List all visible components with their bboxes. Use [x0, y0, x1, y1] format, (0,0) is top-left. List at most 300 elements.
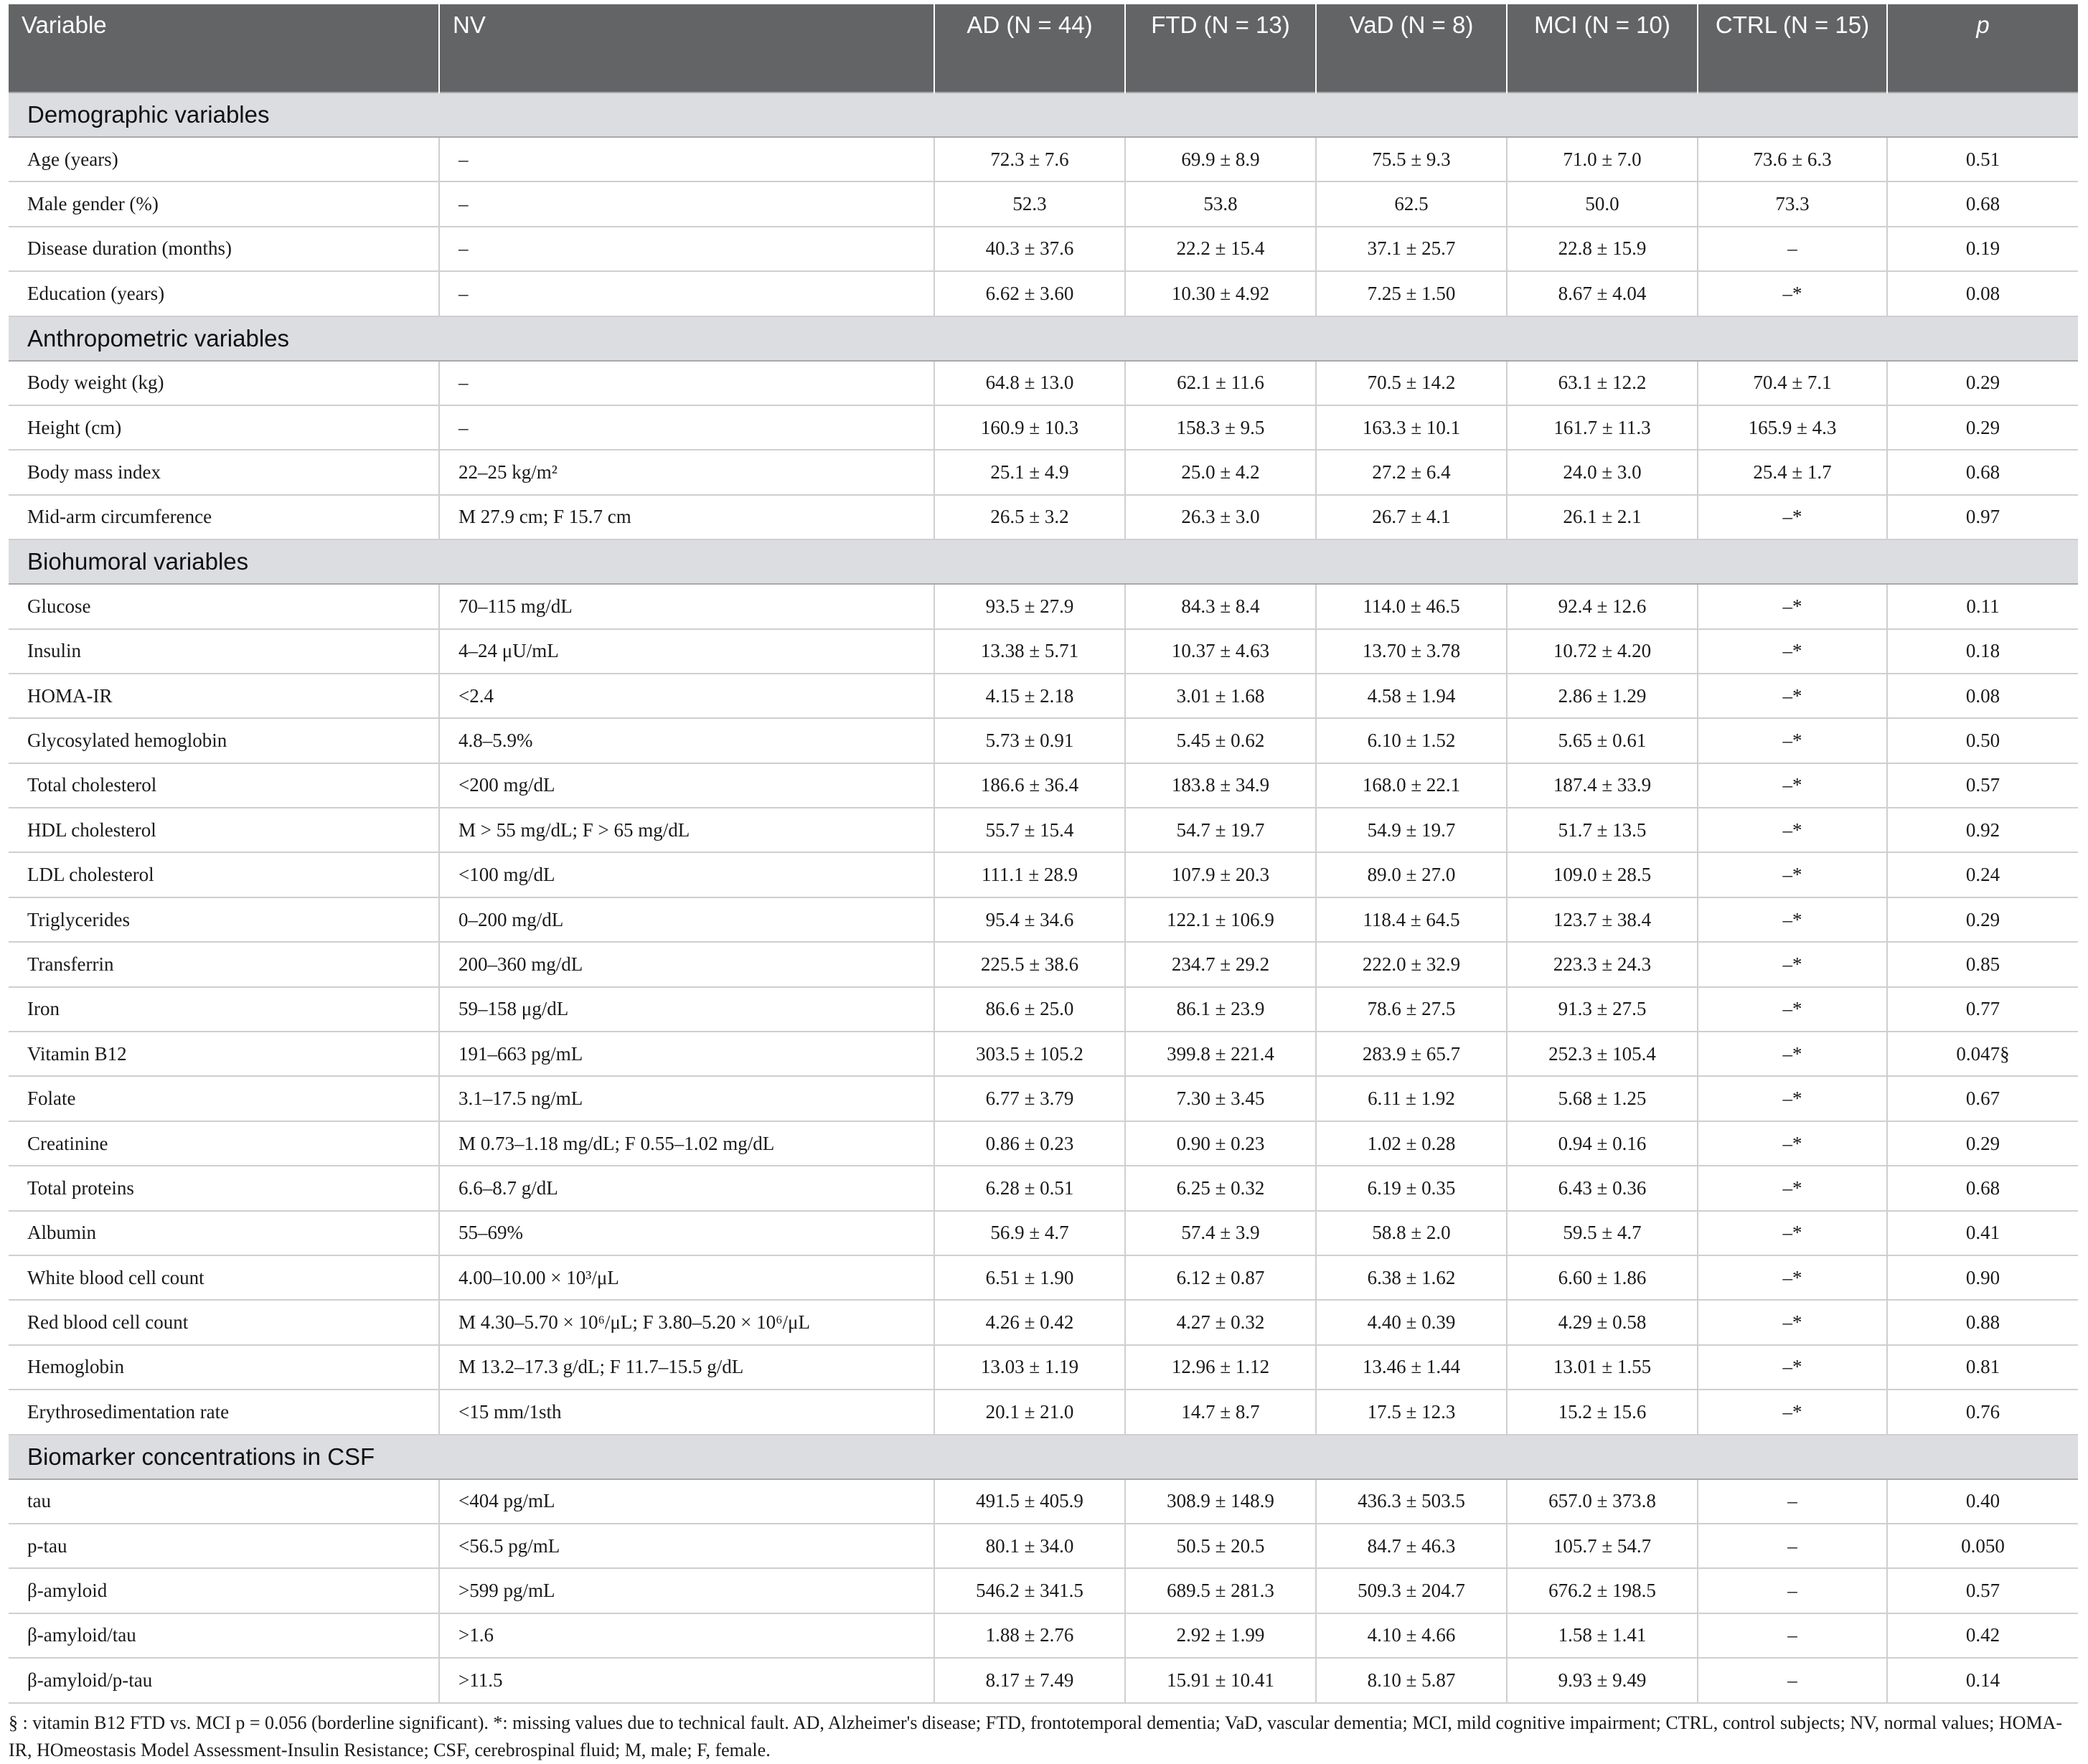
cell-nv: 22–25 kg/m²	[439, 450, 934, 494]
cell-vad: 89.0 ± 27.0	[1316, 852, 1507, 897]
cell-variable: β-amyloid/p-tau	[9, 1658, 439, 1702]
cell-mci: 123.7 ± 38.4	[1507, 897, 1698, 942]
cell-ftd: 14.7 ± 8.7	[1125, 1390, 1316, 1434]
cell-ad: 4.26 ± 0.42	[934, 1300, 1125, 1344]
cell-vad: 13.70 ± 3.78	[1316, 629, 1507, 674]
cell-nv: –	[439, 227, 934, 271]
cell-ad: 225.5 ± 38.6	[934, 942, 1125, 986]
cell-vad: 8.10 ± 5.87	[1316, 1658, 1507, 1702]
cell-nv: M > 55 mg/dL; F > 65 mg/dL	[439, 808, 934, 852]
cell-ctrl: 73.3	[1698, 181, 1887, 226]
cell-nv: 4–24 μU/mL	[439, 629, 934, 674]
cell-variable: Glycosylated hemoglobin	[9, 718, 439, 763]
cell-ctrl: –*	[1698, 852, 1887, 897]
cell-ftd: 308.9 ± 148.9	[1125, 1479, 1316, 1524]
table-row	[9, 227, 2078, 271]
cell-nv: 55–69%	[439, 1211, 934, 1255]
cell-ctrl: –	[1698, 1568, 1887, 1613]
cell-variable: Hemoglobin	[9, 1345, 439, 1390]
cell-vad: 222.0 ± 32.9	[1316, 942, 1507, 986]
cell-mci: 5.68 ± 1.25	[1507, 1076, 1698, 1121]
cell-nv: <200 mg/dL	[439, 763, 934, 808]
table-row	[9, 181, 2078, 226]
section-title: Demographic variables	[9, 93, 2078, 137]
cell-variable: Male gender (%)	[9, 181, 439, 226]
cell-p: 0.77	[1887, 987, 2078, 1032]
cell-nv: >1.6	[439, 1613, 934, 1658]
cell-ctrl: 25.4 ± 1.7	[1698, 450, 1887, 494]
table-row	[9, 1390, 2078, 1434]
cell-nv: 0–200 mg/dL	[439, 897, 934, 942]
cell-p: 0.41	[1887, 1211, 2078, 1255]
table-row	[9, 450, 2078, 494]
table-row	[9, 1658, 2078, 1702]
cell-ad: 186.6 ± 36.4	[934, 763, 1125, 808]
cell-p: 0.68	[1887, 1166, 2078, 1210]
cell-vad: 70.5 ± 14.2	[1316, 361, 1507, 405]
cell-p: 0.29	[1887, 1121, 2078, 1166]
table-row	[9, 897, 2078, 942]
cell-p: 0.14	[1887, 1658, 2078, 1702]
cell-ftd: 86.1 ± 23.9	[1125, 987, 1316, 1032]
cell-p: 0.29	[1887, 405, 2078, 450]
cell-p: 0.88	[1887, 1300, 2078, 1344]
cell-variable: Total proteins	[9, 1166, 439, 1210]
table-row	[9, 987, 2078, 1032]
cell-variable: Height (cm)	[9, 405, 439, 450]
cell-ad: 56.9 ± 4.7	[934, 1211, 1125, 1255]
cell-ctrl: –*	[1698, 1390, 1887, 1434]
cell-vad: 26.7 ± 4.1	[1316, 495, 1507, 539]
cell-vad: 58.8 ± 2.0	[1316, 1211, 1507, 1255]
cell-vad: 54.9 ± 19.7	[1316, 808, 1507, 852]
cell-ctrl: –	[1698, 227, 1887, 271]
cell-vad: 7.25 ± 1.50	[1316, 271, 1507, 316]
cell-mci: 0.94 ± 0.16	[1507, 1121, 1698, 1166]
cell-variable: HDL cholesterol	[9, 808, 439, 852]
header-vad: VaD (N = 8)	[1316, 4, 1507, 93]
table-row	[9, 584, 2078, 628]
cell-ad: 6.28 ± 0.51	[934, 1166, 1125, 1210]
cell-ctrl: –*	[1698, 1166, 1887, 1210]
table-row	[9, 1613, 2078, 1658]
table-body	[9, 93, 2078, 1703]
cell-ftd: 26.3 ± 3.0	[1125, 495, 1316, 539]
cell-p: 0.047§	[1887, 1032, 2078, 1076]
cell-mci: 676.2 ± 198.5	[1507, 1568, 1698, 1613]
cell-variable: β-amyloid/tau	[9, 1613, 439, 1658]
cell-variable: Folate	[9, 1076, 439, 1121]
cell-variable: Total cholesterol	[9, 763, 439, 808]
cell-mci: 50.0	[1507, 181, 1698, 226]
cell-p: 0.81	[1887, 1345, 2078, 1390]
cell-vad: 78.6 ± 27.5	[1316, 987, 1507, 1032]
cell-ad: 80.1 ± 34.0	[934, 1524, 1125, 1568]
cell-ftd: 12.96 ± 1.12	[1125, 1345, 1316, 1390]
section-header-row	[9, 93, 2078, 137]
table-row	[9, 674, 2078, 718]
cell-nv: 59–158 μg/dL	[439, 987, 934, 1032]
cell-ftd: 0.90 ± 0.23	[1125, 1121, 1316, 1166]
cell-variable: Disease duration (months)	[9, 227, 439, 271]
cell-ad: 546.2 ± 341.5	[934, 1568, 1125, 1613]
cell-ctrl: 73.6 ± 6.3	[1698, 137, 1887, 181]
cell-vad: 75.5 ± 9.3	[1316, 137, 1507, 181]
cell-mci: 13.01 ± 1.55	[1507, 1345, 1698, 1390]
header-ctrl: CTRL (N = 15)	[1698, 4, 1887, 93]
cell-nv: M 0.73–1.18 mg/dL; F 0.55–1.02 mg/dL	[439, 1121, 934, 1166]
cell-p: 0.68	[1887, 450, 2078, 494]
cell-nv: 4.00–10.00 × 10³/μL	[439, 1255, 934, 1300]
cell-variable: LDL cholesterol	[9, 852, 439, 897]
cell-mci: 105.7 ± 54.7	[1507, 1524, 1698, 1568]
cell-ctrl: –*	[1698, 1255, 1887, 1300]
table-row	[9, 495, 2078, 539]
cell-ad: 64.8 ± 13.0	[934, 361, 1125, 405]
cell-mci: 91.3 ± 27.5	[1507, 987, 1698, 1032]
cell-variable: Erythrosedimentation rate	[9, 1390, 439, 1434]
cell-ftd: 57.4 ± 3.9	[1125, 1211, 1316, 1255]
cell-mci: 22.8 ± 15.9	[1507, 227, 1698, 271]
cell-p: 0.24	[1887, 852, 2078, 897]
cell-ctrl: –*	[1698, 1121, 1887, 1166]
cell-ctrl: –*	[1698, 718, 1887, 763]
cell-vad: 6.38 ± 1.62	[1316, 1255, 1507, 1300]
cell-ad: 6.77 ± 3.79	[934, 1076, 1125, 1121]
cell-ftd: 6.12 ± 0.87	[1125, 1255, 1316, 1300]
table-row	[9, 763, 2078, 808]
table-row	[9, 137, 2078, 181]
cell-nv: M 13.2–17.3 g/dL; F 11.7–15.5 g/dL	[439, 1345, 934, 1390]
cell-ad: 6.62 ± 3.60	[934, 271, 1125, 316]
cell-ctrl: –*	[1698, 584, 1887, 628]
cell-ctrl: –	[1698, 1613, 1887, 1658]
cell-mci: 4.29 ± 0.58	[1507, 1300, 1698, 1344]
cell-ad: 303.5 ± 105.2	[934, 1032, 1125, 1076]
cell-ftd: 158.3 ± 9.5	[1125, 405, 1316, 450]
cell-vad: 62.5	[1316, 181, 1507, 226]
cell-ad: 13.03 ± 1.19	[934, 1345, 1125, 1390]
cell-nv: 4.8–5.9%	[439, 718, 934, 763]
section-header-row	[9, 1435, 2078, 1479]
cell-ad: 72.3 ± 7.6	[934, 137, 1125, 181]
cell-mci: 63.1 ± 12.2	[1507, 361, 1698, 405]
cell-mci: 657.0 ± 373.8	[1507, 1479, 1698, 1524]
cell-nv: <15 mm/1sth	[439, 1390, 934, 1434]
cell-nv: <2.4	[439, 674, 934, 718]
cell-ctrl: –*	[1698, 1032, 1887, 1076]
cell-ftd: 107.9 ± 20.3	[1125, 852, 1316, 897]
cell-mci: 6.43 ± 0.36	[1507, 1166, 1698, 1210]
cell-nv: M 27.9 cm; F 15.7 cm	[439, 495, 934, 539]
cell-nv: M 4.30–5.70 × 10⁶/μL; F 3.80–5.20 × 10⁶/μL	[439, 1300, 934, 1344]
cell-nv: >599 pg/mL	[439, 1568, 934, 1613]
cell-mci: 1.58 ± 1.41	[1507, 1613, 1698, 1658]
cell-nv: 70–115 mg/dL	[439, 584, 934, 628]
table-row	[9, 808, 2078, 852]
cell-p: 0.57	[1887, 1568, 2078, 1613]
cell-p: 0.76	[1887, 1390, 2078, 1434]
cell-p: 0.85	[1887, 942, 2078, 986]
table-row	[9, 1076, 2078, 1121]
cell-nv: –	[439, 271, 934, 316]
cell-variable: White blood cell count	[9, 1255, 439, 1300]
cell-ftd: 53.8	[1125, 181, 1316, 226]
cell-mci: 51.7 ± 13.5	[1507, 808, 1698, 852]
cell-nv: 191–663 pg/mL	[439, 1032, 934, 1076]
table-row	[9, 942, 2078, 986]
cell-ctrl: –*	[1698, 1345, 1887, 1390]
cell-ctrl: –	[1698, 1479, 1887, 1524]
cell-ctrl: –*	[1698, 808, 1887, 852]
section-title: Biohumoral variables	[9, 539, 2078, 584]
cell-ftd: 122.1 ± 106.9	[1125, 897, 1316, 942]
section-header-row	[9, 539, 2078, 584]
cell-vad: 118.4 ± 64.5	[1316, 897, 1507, 942]
cell-mci: 26.1 ± 2.1	[1507, 495, 1698, 539]
cell-ftd: 399.8 ± 221.4	[1125, 1032, 1316, 1076]
cell-ad: 1.88 ± 2.76	[934, 1613, 1125, 1658]
cell-ctrl: –*	[1698, 1300, 1887, 1344]
cell-ctrl: 165.9 ± 4.3	[1698, 405, 1887, 450]
cell-ftd: 62.1 ± 11.6	[1125, 361, 1316, 405]
table-row	[9, 1300, 2078, 1344]
cell-ftd: 5.45 ± 0.62	[1125, 718, 1316, 763]
cell-mci: 9.93 ± 9.49	[1507, 1658, 1698, 1702]
cell-mci: 8.67 ± 4.04	[1507, 271, 1698, 316]
cell-nv: 200–360 mg/dL	[439, 942, 934, 986]
cell-vad: 13.46 ± 1.44	[1316, 1345, 1507, 1390]
cell-ctrl: –*	[1698, 271, 1887, 316]
cell-ad: 25.1 ± 4.9	[934, 450, 1125, 494]
cell-p: 0.29	[1887, 361, 2078, 405]
cell-variable: Mid-arm circumference	[9, 495, 439, 539]
table-row	[9, 1255, 2078, 1300]
cell-nv: <100 mg/dL	[439, 852, 934, 897]
table-row	[9, 718, 2078, 763]
cell-variable: Iron	[9, 987, 439, 1032]
cell-ftd: 54.7 ± 19.7	[1125, 808, 1316, 852]
cell-ad: 160.9 ± 10.3	[934, 405, 1125, 450]
cell-vad: 168.0 ± 22.1	[1316, 763, 1507, 808]
cell-ad: 86.6 ± 25.0	[934, 987, 1125, 1032]
header-variable: Variable	[9, 4, 439, 93]
cell-ftd: 10.37 ± 4.63	[1125, 629, 1316, 674]
cell-vad: 27.2 ± 6.4	[1316, 450, 1507, 494]
cell-variable: p-tau	[9, 1524, 439, 1568]
cell-ftd: 3.01 ± 1.68	[1125, 674, 1316, 718]
cell-vad: 37.1 ± 25.7	[1316, 227, 1507, 271]
header-ad: AD (N = 44)	[934, 4, 1125, 93]
section-title: Biomarker concentrations in CSF	[9, 1435, 2078, 1479]
cell-ad: 95.4 ± 34.6	[934, 897, 1125, 942]
cell-variable: HOMA-IR	[9, 674, 439, 718]
cell-nv: –	[439, 181, 934, 226]
cell-ftd: 689.5 ± 281.3	[1125, 1568, 1316, 1613]
cell-mci: 252.3 ± 105.4	[1507, 1032, 1698, 1076]
table-header	[9, 4, 2078, 93]
cell-p: 0.50	[1887, 718, 2078, 763]
cell-nv: <404 pg/mL	[439, 1479, 934, 1524]
cell-mci: 161.7 ± 11.3	[1507, 405, 1698, 450]
cell-ctrl: –*	[1698, 942, 1887, 986]
cell-ctrl: –*	[1698, 629, 1887, 674]
cell-vad: 509.3 ± 204.7	[1316, 1568, 1507, 1613]
cell-ad: 5.73 ± 0.91	[934, 718, 1125, 763]
table-row	[9, 271, 2078, 316]
cell-vad: 4.58 ± 1.94	[1316, 674, 1507, 718]
cell-p: 0.08	[1887, 271, 2078, 316]
cell-vad: 4.40 ± 0.39	[1316, 1300, 1507, 1344]
cell-nv: –	[439, 405, 934, 450]
cell-nv: 3.1–17.5 ng/mL	[439, 1076, 934, 1121]
cell-p: 0.11	[1887, 584, 2078, 628]
cell-ctrl: –*	[1698, 987, 1887, 1032]
cell-variable: tau	[9, 1479, 439, 1524]
cell-ad: 8.17 ± 7.49	[934, 1658, 1125, 1702]
cell-p: 0.29	[1887, 897, 2078, 942]
cell-vad: 4.10 ± 4.66	[1316, 1613, 1507, 1658]
cell-ctrl: –*	[1698, 495, 1887, 539]
data-table-container	[9, 4, 2078, 1704]
cell-vad: 436.3 ± 503.5	[1316, 1479, 1507, 1524]
cell-ctrl: –*	[1698, 763, 1887, 808]
cell-ftd: 2.92 ± 1.99	[1125, 1613, 1316, 1658]
table-row	[9, 852, 2078, 897]
cell-ctrl: –*	[1698, 897, 1887, 942]
section-header-row	[9, 316, 2078, 361]
cell-p: 0.57	[1887, 763, 2078, 808]
table-row	[9, 405, 2078, 450]
cell-ad: 26.5 ± 3.2	[934, 495, 1125, 539]
header-ftd: FTD (N = 13)	[1125, 4, 1316, 93]
cell-mci: 5.65 ± 0.61	[1507, 718, 1698, 763]
cell-mci: 109.0 ± 28.5	[1507, 852, 1698, 897]
cell-ftd: 15.91 ± 10.41	[1125, 1658, 1316, 1702]
cell-ctrl: –*	[1698, 1211, 1887, 1255]
cell-vad: 6.19 ± 0.35	[1316, 1166, 1507, 1210]
table-row	[9, 629, 2078, 674]
cell-ad: 13.38 ± 5.71	[934, 629, 1125, 674]
table-row	[9, 1345, 2078, 1390]
cell-nv: –	[439, 361, 934, 405]
cell-ftd: 84.3 ± 8.4	[1125, 584, 1316, 628]
cell-ad: 491.5 ± 405.9	[934, 1479, 1125, 1524]
header-p: p	[1887, 4, 2078, 93]
table-row	[9, 1524, 2078, 1568]
cell-p: 0.40	[1887, 1479, 2078, 1524]
cell-ftd: 25.0 ± 4.2	[1125, 450, 1316, 494]
cell-ad: 93.5 ± 27.9	[934, 584, 1125, 628]
cell-variable: Insulin	[9, 629, 439, 674]
cell-p: 0.42	[1887, 1613, 2078, 1658]
cell-mci: 15.2 ± 15.6	[1507, 1390, 1698, 1434]
cell-vad: 1.02 ± 0.28	[1316, 1121, 1507, 1166]
table-row	[9, 1166, 2078, 1210]
cell-ftd: 69.9 ± 8.9	[1125, 137, 1316, 181]
header-mci: MCI (N = 10)	[1507, 4, 1698, 93]
cell-p: 0.19	[1887, 227, 2078, 271]
cell-p: 0.18	[1887, 629, 2078, 674]
cell-mci: 92.4 ± 12.6	[1507, 584, 1698, 628]
data-table	[9, 4, 2078, 1704]
cell-ad: 111.1 ± 28.9	[934, 852, 1125, 897]
cell-ftd: 6.25 ± 0.32	[1125, 1166, 1316, 1210]
cell-mci: 71.0 ± 7.0	[1507, 137, 1698, 181]
cell-vad: 163.3 ± 10.1	[1316, 405, 1507, 450]
cell-ad: 40.3 ± 37.6	[934, 227, 1125, 271]
table-row	[9, 361, 2078, 405]
table-row	[9, 1211, 2078, 1255]
cell-ad: 6.51 ± 1.90	[934, 1255, 1125, 1300]
cell-variable: Education (years)	[9, 271, 439, 316]
cell-nv: >11.5	[439, 1658, 934, 1702]
cell-ftd: 4.27 ± 0.32	[1125, 1300, 1316, 1344]
cell-mci: 59.5 ± 4.7	[1507, 1211, 1698, 1255]
table-row	[9, 1121, 2078, 1166]
table-row	[9, 1032, 2078, 1076]
cell-variable: Body mass index	[9, 450, 439, 494]
cell-variable: Red blood cell count	[9, 1300, 439, 1344]
cell-ad: 4.15 ± 2.18	[934, 674, 1125, 718]
cell-mci: 6.60 ± 1.86	[1507, 1255, 1698, 1300]
cell-mci: 24.0 ± 3.0	[1507, 450, 1698, 494]
cell-ctrl: 70.4 ± 7.1	[1698, 361, 1887, 405]
cell-p: 0.67	[1887, 1076, 2078, 1121]
cell-ad: 55.7 ± 15.4	[934, 808, 1125, 852]
cell-mci: 10.72 ± 4.20	[1507, 629, 1698, 674]
cell-vad: 6.11 ± 1.92	[1316, 1076, 1507, 1121]
cell-ftd: 234.7 ± 29.2	[1125, 942, 1316, 986]
cell-vad: 6.10 ± 1.52	[1316, 718, 1507, 763]
cell-vad: 84.7 ± 46.3	[1316, 1524, 1507, 1568]
cell-p: 0.08	[1887, 674, 2078, 718]
cell-ad: 52.3	[934, 181, 1125, 226]
cell-ftd: 10.30 ± 4.92	[1125, 271, 1316, 316]
cell-ctrl: –	[1698, 1524, 1887, 1568]
cell-ctrl: –	[1698, 1658, 1887, 1702]
table-footnote: § : vitamin B12 FTD vs. MCI p = 0.056 (borderline significant). *: missing values due to technical fault. AD, Alzheimer's disease; FTD, frontotemporal dementia; VaD, vascular dementia; MCI, mild cognitive impairment; CTRL, control subjects; NV, normal values; HOMA-IR, HOmeostasis Model Assessment-Insulin Resistance; CSF, cerebrospinal fluid; M, male; F, female.	[9, 1712, 2062, 1760]
cell-p: 0.90	[1887, 1255, 2078, 1300]
table-row	[9, 1568, 2078, 1613]
cell-ad: 20.1 ± 21.0	[934, 1390, 1125, 1434]
cell-p: 0.51	[1887, 137, 2078, 181]
cell-variable: Glucose	[9, 584, 439, 628]
cell-vad: 17.5 ± 12.3	[1316, 1390, 1507, 1434]
cell-variable: Transferrin	[9, 942, 439, 986]
cell-mci: 223.3 ± 24.3	[1507, 942, 1698, 986]
cell-vad: 283.9 ± 65.7	[1316, 1032, 1507, 1076]
cell-ctrl: –*	[1698, 674, 1887, 718]
cell-vad: 114.0 ± 46.5	[1316, 584, 1507, 628]
cell-nv: 6.6–8.7 g/dL	[439, 1166, 934, 1210]
cell-ctrl: –*	[1698, 1076, 1887, 1121]
cell-variable: Triglycerides	[9, 897, 439, 942]
cell-mci: 187.4 ± 33.9	[1507, 763, 1698, 808]
cell-variable: Body weight (kg)	[9, 361, 439, 405]
cell-variable: Creatinine	[9, 1121, 439, 1166]
cell-p: 0.68	[1887, 181, 2078, 226]
cell-p: 0.97	[1887, 495, 2078, 539]
cell-p: 0.050	[1887, 1524, 2078, 1568]
cell-variable: Vitamin B12	[9, 1032, 439, 1076]
cell-ftd: 22.2 ± 15.4	[1125, 227, 1316, 271]
cell-ftd: 183.8 ± 34.9	[1125, 763, 1316, 808]
cell-p: 0.92	[1887, 808, 2078, 852]
cell-ftd: 7.30 ± 3.45	[1125, 1076, 1316, 1121]
table-row	[9, 1479, 2078, 1524]
header-nv: NV	[439, 4, 934, 93]
